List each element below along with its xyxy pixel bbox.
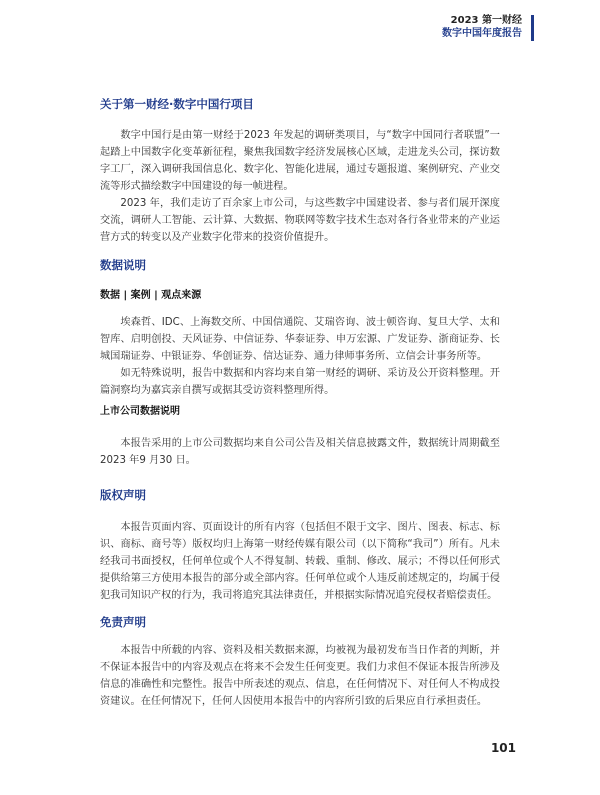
- copyright-paragraph-1: 本报告页面内容、页面设计的所有内容（包括但不限于文字、图片、图表、标志、标识、商标、商号等）版权均归上海第一财经传媒有限公司（以下简称“我司”）所有。凡未经我司书面授权，任何单位或个人不得复制、转载、重制、修改、展示；不得以任何形式提供给第三方使用本报告的部分或全部内容。任何单位或个人违反前述规定的，均属于侵犯我司知识产权的行为，我司将追究其法律责任，并根据实际情况追究侵权者赔偿责任。: [100, 522, 500, 601]
- data-note-paragraph-1: 埃森哲、IDC、上海数交所、中国信通院、艾瑞咨询、波士顿咨询、复旦大学、太和智库、启明创投、天风证券、中信证券、华泰证券、申万宏源、广发证券、浙商证券、长城国瑞证券、中银证券、华创证券、信达证券、通力律师事务所、立信会计事务所等。: [100, 317, 500, 362]
- data-note-subtitle: 数据 | 案例 | 观点来源: [100, 290, 202, 301]
- header-line2: 数字中国年度报告: [442, 28, 522, 39]
- disclaimer-section: [100, 614, 500, 710]
- data-note-section: [100, 257, 500, 399]
- page-number: 101: [490, 741, 516, 755]
- disclaimer-paragraph-1: 本报告中所载的内容、资料及相关数据来源，均被视为最初发布当日作者的判断，并不保证本报告中的内容及观点在将来不会发生任何变更。我们力求但不保证本报告所涉及信息的准确性和完整性。报告中所表述的观点、信息，在任何情况下、对任何人不构成投资建议。在任何情况下，任何人因使用本报告中的内容所引致的后果应自行承担责任。: [100, 645, 500, 707]
- about-title: 关于第一财经·数字中国行项目: [100, 97, 254, 111]
- report-header: [442, 14, 522, 40]
- listed-title: 上市公司数据说明: [100, 406, 180, 417]
- listed-paragraph-1: 本报告采用的上市公司数据均来自公司公告及相关信息披露文件，数据统计周期截至2023 年9 月30 日。: [100, 438, 500, 466]
- copyright-section: [100, 487, 500, 604]
- about-paragraph-2: 2023 年，我们走访了百余家上市公司，与这些数字中国建设者、参与者们展开深度交流，调研人工智能、云计算、大数据、物联网等数字技术生态对各行各业带来的产业运营方式的转变以及产业数字化带来的投资价值提升。: [100, 198, 500, 243]
- data-note-title: 数据说明: [100, 258, 146, 272]
- copyright-title: 版权声明: [100, 488, 146, 502]
- header-accent-bar: [531, 15, 534, 41]
- about-paragraph-1: 数字中国行是由第一财经于2023 年发起的调研类项目，与“数字中国同行者联盟”一起踏上中国数字化变革新征程，聚焦我国数字经济发展核心区域，走进龙头公司，探访数字工厂，深入调研我国信息化、数字化、智能化进展，通过专题报道、案例研究、产业交流等形式描绘数字中国建设的每一帧进程。: [100, 130, 500, 192]
- disclaimer-title: 免责声明: [100, 615, 146, 629]
- data-note-paragraph-2: 如无特殊说明，报告中数据和内容均来自第一财经的调研、采访及公开资料整理。开篇洞察均为嘉宾亲自撰写或据其受访资料整理所得。: [100, 368, 500, 396]
- about-section: [100, 96, 500, 246]
- listed-company-section: [100, 402, 500, 469]
- header-line1: 2023 第一财经: [450, 15, 522, 26]
